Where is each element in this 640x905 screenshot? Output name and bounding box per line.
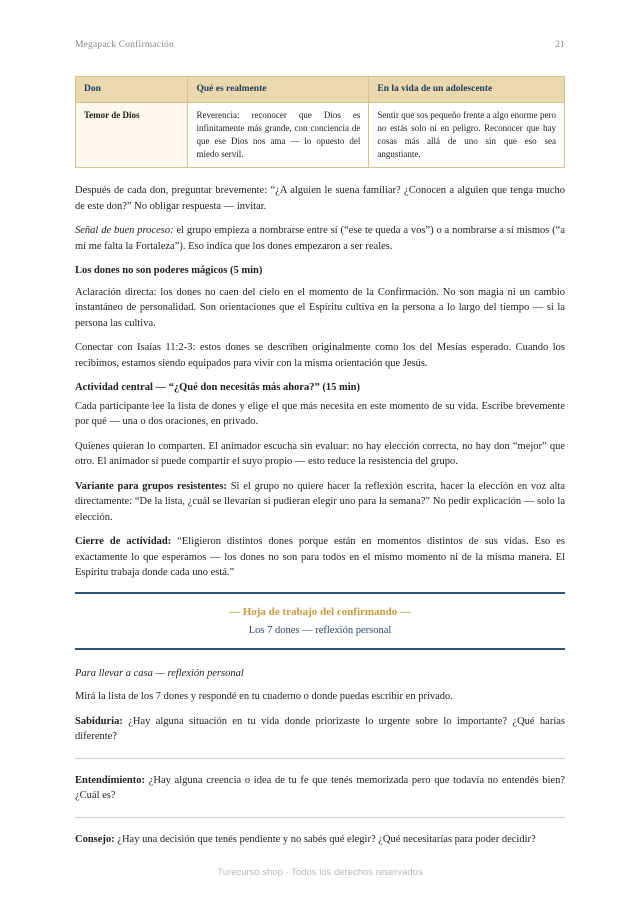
bold-lead: Cierre de actividad: [75, 536, 172, 547]
column-header-don: Don [76, 77, 188, 103]
table-row [76, 103, 565, 168]
paragraph-good-process-signal [75, 223, 565, 254]
paragraph-clarification: Aclaración directa: los dones no caen del cielo en el momento de la Confirmación. No son magia ni un cambio instantáneo de personalidad. Son orientaciones que el Espíritu cultiva en la persona a lo largo del tiempo — si la persona las cultiva. [75, 286, 565, 329]
question-counsel [75, 832, 565, 848]
worksheet-subtitle: Los 7 dones — reflexión personal [248, 624, 392, 636]
page-footer: Turecurso.shop · Todos los derechos reservados [217, 867, 423, 878]
paragraph-text: el grupo empieza a nombrarse entre sí (“ese te queda a vos”) o a nombrarse a sí mismos (“a mí me falta la Fortaleza”). Eso indica que los dones empezaron a ser reales. [75, 225, 566, 252]
question-wisdom [75, 714, 565, 745]
paragraph-after-each-gift: Después de cada don, preguntar brevemente: “¿A alguien le suena familiar? ¿Conocen a alguien que tenga mucho de este don?” No obligar respuesta — invitar. [75, 185, 565, 212]
paragraph-variant [75, 479, 565, 526]
worksheet-divider-block [75, 592, 565, 650]
question-text: ¿Hay una decisión que tenés pendiente y no sabés qué elegir? ¿Qué necesitarías para poder decidir? [114, 833, 536, 845]
paragraph-activity-instructions: Cada participante lee la lista de dones y elige el que más necesita en este momento de su vida. Escribe brevemente por qué — una o dos oraciones, en privado. [75, 400, 565, 427]
section-heading-not-magic: Los dones no son poderes mágicos (5 min) [75, 265, 263, 276]
paragraph-text: Si el grupo no quiere hacer la reflexión escrita, hacer la elección en voz alta directamente: “De la lista, ¿cuál se llevarían si pudieran elegir uno para la semana?” No pedir explicación — solo la elección. [75, 480, 565, 523]
page-number: 21 [555, 40, 565, 50]
bold-lead: Sabiduría: [75, 715, 123, 727]
bold-lead: Entendimiento: [75, 774, 146, 786]
reflection-instructions: Mirá la lista de los 7 dones y respondé en tu cuaderno o donde puedas escribir en privado. [75, 691, 453, 702]
page-header [75, 40, 565, 50]
bold-lead: Consejo: [75, 833, 115, 845]
question-understanding [75, 773, 565, 804]
paragraph-sharing: Quienes quieran lo comparten. El animador escucha sin evaluar: no hay elección correcta, no hay don “mejor” que otro. El animador sí puede compartir el suyo propio — esto reduce la resistencia del grupo. [75, 440, 565, 467]
document-title: Megapack Confirmación [75, 40, 174, 50]
gift-teen-life-cell: Sentir que sos pequeño frente a algo enorme pero no estás solo ni en peligro. Reconocer que hay cosas más allá de uno sin que eso sea angustiante. [369, 103, 565, 168]
bold-lead: Variante para grupos resistentes: [75, 480, 227, 492]
question-text: ¿Hay alguna creencia o idea de tu fe que tenés memorizada pero que todavía no entendés bien? ¿Cuál es? [75, 774, 565, 801]
paragraph-activity-close [75, 534, 565, 581]
paragraph-text: “Eligieron distintos dones porque están en momentos distintos de sus vidas. Eso es exactamente lo que esperamos — los dones no son para todos en el mismo momento ni de la misma manera. El Espíritu trabaja donde cada uno está.” [75, 536, 565, 578]
gift-name-cell: Temor de Dios [76, 103, 188, 168]
column-header-teen-life: En la vida de un adolescente [369, 77, 565, 103]
worksheet-title: — Hoja de trabajo del confirmando — [228, 605, 412, 618]
question-text: ¿Hay alguna situación en tu vida donde priorizaste lo urgente sobre lo importante? ¿Qué harías diferente? [75, 715, 565, 742]
answer-line [75, 817, 565, 818]
gifts-table [75, 76, 565, 168]
reflection-intro: Para llevar a casa — reflexión personal [75, 667, 244, 679]
section-heading-central-activity: Actividad central — “¿Qué don necesitás más ahora?” (15 min) [75, 382, 360, 393]
answer-line [75, 758, 565, 759]
paragraph-isaiah: Conectar con Isaías 11:2-3: estos dones se describen originalmente como los del Mesías esperado. Cuando los recibimos, estamos siendo equipados para vivir con la misma orientación que Jesús. [75, 342, 565, 369]
table-header-row [76, 77, 565, 103]
column-header-what-it-is: Qué es realmente [188, 77, 369, 103]
italic-lead: Señal de buen proceso: [75, 225, 174, 236]
gift-definition-cell: Reverencia: reconocer que Dios es infinitamente más grande, con conciencia de que ese Dios nos ama — lo opuesto del miedo servil. [188, 103, 369, 168]
